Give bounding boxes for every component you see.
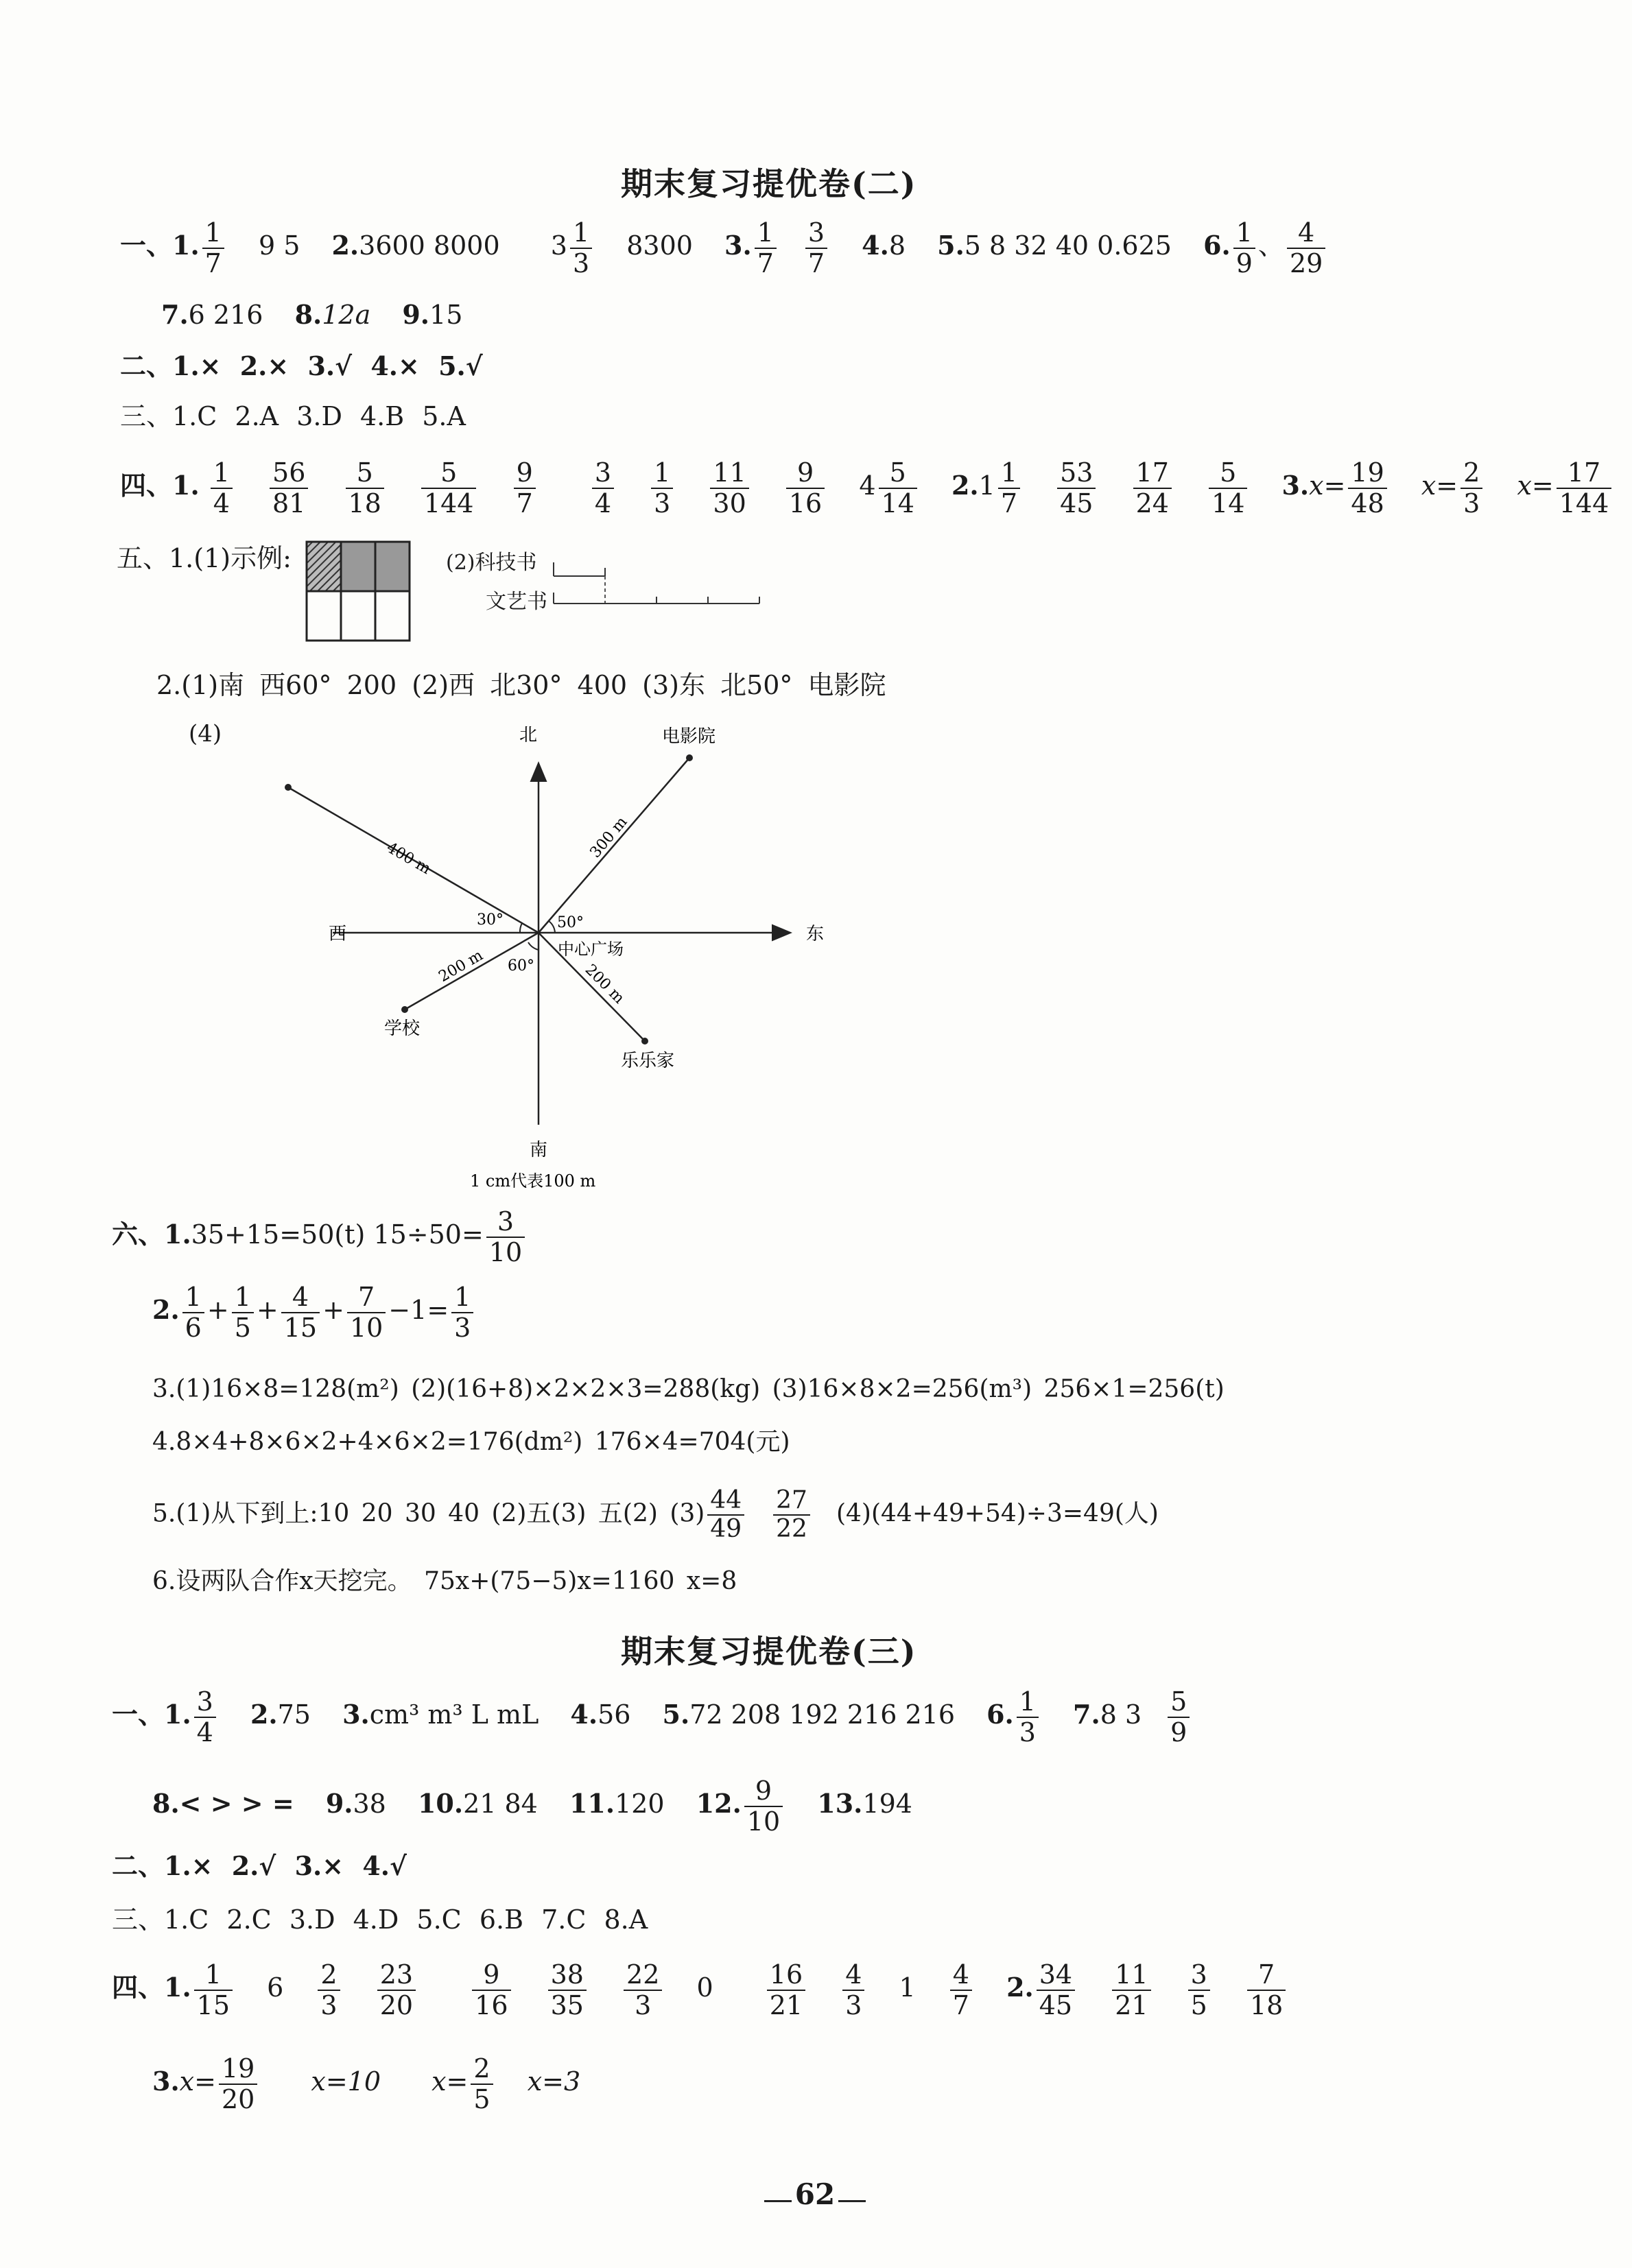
fraction: $\frac{1}{3}$ [451, 1282, 473, 1342]
fraction: $\frac{1}{6}$ [182, 1282, 204, 1342]
fraction: $\frac{53}{45}$ [1057, 458, 1096, 518]
fraction: $\frac{3}{10}$ [486, 1207, 525, 1267]
center-label: 中心广场 [558, 940, 624, 959]
angle-50: 50° [557, 914, 584, 931]
fraction: $\frac{11}{30}$ [710, 458, 748, 518]
section-title-2: 期末复习提优卷(二) [621, 165, 917, 202]
bar-label-keji: (2)科技书 [446, 551, 537, 575]
fraction: $\frac{17}{144}$ [1557, 458, 1612, 518]
lelejia-label: 乐乐家 [621, 1051, 675, 1071]
answer-line-6-5: 5.(1)从下到上:10 20 30 40 (2)五(3) 五(2) (3) $\frac{44}{49}$ $\frac{27}{22}$ (4)(44+49+54)÷3=49(人) [152, 1486, 1159, 1544]
answer-line-6-2: 2. $\frac{1}{6}$ + $\frac{1}{5}$ + $\frac{4}{15}$ + $\frac{7}{10}$ −1= $\frac{1}{3}$ [152, 1282, 476, 1342]
answer-line-6-4: 4.8×4+8×6×2+4×6×2=176(dm²) 176×4=704(元) [152, 1428, 790, 1456]
answer-line-5-2-4: (4) [189, 720, 222, 748]
shaoniangong-point [285, 784, 292, 791]
fraction: $\frac{9}{16}$ [786, 458, 825, 518]
answer-line-5-2: 2.(1)南 西60° 200 (2)西 北30° 400 (3)东 北50° 电影院 [156, 670, 886, 700]
west-label: 西 [328, 924, 346, 944]
fraction: $\frac{5}{9}$ [1168, 1687, 1190, 1747]
fraction: $\frac{3}{4}$ [194, 1687, 216, 1747]
distance-300: 300 m [587, 813, 631, 861]
fraction: $\frac{1}{15}$ [194, 1960, 233, 2020]
answer-line-3: 三、1.C 2.A 3.D 4.B 5.A [120, 401, 466, 431]
fraction: $\frac{3}{7}$ [805, 218, 827, 278]
fraction: $\frac{1}{3}$ [570, 218, 592, 278]
fraction: $\frac{17}{24}$ [1133, 458, 1172, 518]
answer3-line-2: 二、1.× 2.√ 3.× 4.√ [112, 1850, 407, 1881]
fraction: $\frac{4}{3}$ [842, 1960, 864, 2020]
fraction: $\frac{4}{29}$ [1287, 218, 1325, 278]
scale-label: 1 cm代表100 m [470, 1171, 596, 1191]
distance-400: 400 m [383, 839, 434, 879]
fraction: $\frac{9}{7}$ [514, 458, 536, 518]
fraction: $\frac{44}{49}$ [707, 1487, 744, 1544]
hatched-cell [307, 542, 341, 591]
fraction: $\frac{5}{14}$ [1209, 458, 1247, 518]
fraction: $\frac{56}{81}$ [270, 458, 308, 518]
fraction: $\frac{5}{14}$ [879, 458, 917, 518]
fraction: $\frac{1}{3}$ [651, 458, 673, 518]
bar-figure [545, 549, 772, 617]
angle-60: 60° [508, 957, 534, 975]
answer-line-2: 二、1.× 2.× 3.√ 4.× 5.√ [120, 350, 483, 381]
fraction: $\frac{4}{15}$ [281, 1282, 320, 1342]
fraction: $\frac{9}{16}$ [472, 1960, 510, 2020]
dianyingyuan-label: 电影院 [662, 726, 716, 747]
fraction: $\frac{1}{4}$ [211, 458, 233, 518]
fraction: $\frac{1}{3}$ [1017, 1687, 1039, 1747]
fraction: $\frac{1}{9}$ [1233, 218, 1255, 278]
answer-line-6-3: 3.(1)16×8=128(m²) (2)(16+8)×2×2×3=288(kg) (3)16×8×2=256(m³) 256×1=256(t) [152, 1375, 1225, 1403]
fraction: $\frac{16}{21}$ [767, 1960, 805, 2020]
fraction: $\frac{11}{21}$ [1112, 1960, 1150, 2020]
answer-line-6-6: 6.设两队合作x天挖完。 75x+(75−5)x=1160 x=8 [152, 1567, 737, 1595]
dianyingyuan-point [686, 754, 693, 761]
fraction: $\frac{1}{7}$ [998, 458, 1020, 518]
fraction: $\frac{3}{4}$ [592, 458, 614, 518]
fraction: $\frac{34}{45}$ [1037, 1960, 1075, 2020]
grid-figure [305, 540, 422, 650]
answer3-line-4-3: 3.x= $\frac{19}{20}$ x=10 x= $\frac{2}{5}$ x=3 [152, 2053, 581, 2114]
angle-30: 30° [477, 911, 504, 929]
fraction: $\frac{19}{48}$ [1348, 458, 1386, 518]
fraction: $\frac{2}{5}$ [471, 2054, 493, 2114]
south-label: 南 [529, 1140, 548, 1160]
fraction: $\frac{2}{3}$ [318, 1960, 340, 2020]
fraction: $\frac{4}{7}$ [950, 1960, 972, 2020]
fraction: $\frac{27}{22}$ [773, 1487, 810, 1544]
fraction: $\frac{7}{18}$ [1247, 1960, 1286, 2020]
answer3-line-4-1: 四、1. $\frac{1}{15}$ 6 $\frac{2}{3}$ $\frac{23}{20}$ $\frac{9}{16}$ $\frac{38}{35}$ $\frac{22}{3}$ 0 $\frac{16}{21}$ $\frac{4}{3}$ 1 $\frac{4}{7}$ 2. $\frac{34}{45}$ $\frac{11}{21}$ $\frac{3}{5}$ $\frac{7}{18}$ [112, 1960, 1288, 2020]
section-title-3: 期末复习提优卷(三) [621, 1633, 917, 1670]
xuexiao-label: 学校 [384, 1018, 421, 1039]
bar-label-wenyi: 文艺书 [486, 590, 547, 614]
distance-200-school: 200 m [436, 946, 486, 986]
answer3-line-1-2: 8.< > > = 9.38 10.21 84 11.120 12. $\frac{9}{10}$ 13.194 [152, 1776, 912, 1837]
distance-200-home: 200 m [581, 961, 628, 1007]
fraction: $\frac{19}{20}$ [219, 2054, 257, 2114]
fraction: $\frac{38}{35}$ [548, 1960, 587, 2020]
fraction: $\frac{23}{20}$ [377, 1960, 416, 2020]
xuexiao-point [401, 1006, 408, 1013]
east-label: 东 [806, 924, 825, 944]
fraction: $\frac{1}{7}$ [202, 218, 224, 278]
answer3-line-3: 三、1.C 2.C 3.D 4.D 5.C 6.B 7.C 8.A [112, 1905, 648, 1935]
fraction: $\frac{7}{10}$ [347, 1282, 386, 1342]
north-label: 北 [519, 725, 538, 745]
answer-line-1-1: 一、1. $\frac{1}{7}$ 9 5 2.3600 8000 3 $\frac{1}{3}$ 8300 3. $\frac{1}{7}$ $\frac{3}{7}$ 4.8 5.5 8 32 40 0.625 6. $\frac{1}{9}$ 、 $\frac{4}{29}$ [120, 218, 1328, 278]
fraction: $\frac{1}{7}$ [755, 218, 777, 278]
fraction: $\frac{1}{5}$ [232, 1282, 254, 1342]
answer3-line-1-1: 一、1. $\frac{3}{4}$ 2.75 3.cm³ m³ L mL 4.56 5.72 208 192 216 216 6. $\frac{1}{3}$ 7.8 3 $\frac{5}{9}$ [112, 1687, 1192, 1747]
fraction: $\frac{9}{10}$ [744, 1776, 783, 1836]
fraction: $\frac{5}{144}$ [421, 458, 477, 518]
lelejia-point [641, 1038, 648, 1045]
fraction: $\frac{2}{3}$ [1460, 458, 1482, 518]
fraction: $\frac{3}{5}$ [1188, 1960, 1210, 2020]
page-number: 62 [740, 2177, 890, 2211]
answer-line-5-1: 五、1.(1)示例: [117, 543, 292, 573]
answer-line-4: 四、1. $\frac{1}{4}$ $\frac{56}{81}$ $\frac{5}{18}$ $\frac{5}{144}$ $\frac{9}{7}$ $\frac{3}{4}$ $\frac{1}{3}$ $\frac{11}{30}$ $\frac{9}{16}$ 4 $\frac{5}{14}$ 2.1 $\frac{1}{7}$ $\frac{53}{45}$ $\frac{17}{24}$ $\frac{5}{14}$ 3.x= $\frac{19}{48}$ x= $\frac{2}{3}$ x= $\frac{17}{144}$ [120, 458, 1614, 518]
fraction: $\frac{22}{3}$ [624, 1960, 662, 2020]
answer-line-1-2: 7.6 216 8.12a 9.15 [161, 299, 463, 330]
direction-diagram [206, 713, 825, 1191]
fraction: $\frac{5}{18}$ [346, 458, 384, 518]
answer-line-6-1: 六、1.35+15=50(t) 15÷50= $\frac{3}{10}$ [112, 1207, 528, 1267]
